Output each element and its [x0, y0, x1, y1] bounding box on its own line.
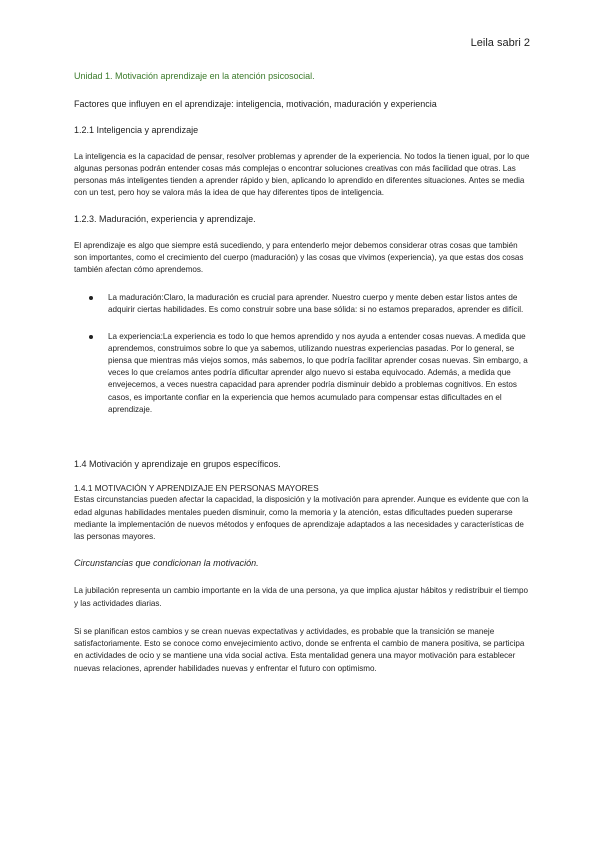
- section-121-heading: 1.2.1 Inteligencia y aprendizaje: [74, 125, 199, 136]
- section-123-heading: 1.2.3. Maduración, experiencia y aprendizaje.: [74, 214, 256, 225]
- bullet-icon: [89, 296, 93, 300]
- list-item-text: La maduración:Claro, la maduración es crucial para aprender. Nuestro cuerpo y mente deben estar listos antes de adquirir ciertas habilidades. Es como construir sobre una base sólida: si no estamos preparados, aprender es difícil.: [108, 293, 524, 315]
- section-121-paragraph: La inteligencia es la capacidad de pensar, resolver problemas y aprender de la experiencia. No todos la tienen igual, por lo que algunas personas podrán entender cosas más complejas o encontrar soluciones creativas con más facilidad que otras. Las personas más inteligentes tienden a aprender rápido y bien, aplicando lo aprendido en diferentes situaciones. Antes se media con un test, pero hoy se valora más la idea de que hay diferentes tipos de inteligencia.: [74, 151, 530, 198]
- maturation-experience-list: [74, 292, 530, 416]
- list-item: [74, 331, 530, 416]
- list-item-text: La experiencia:La experiencia es todo lo que hemos aprendido y nos ayuda a entender cosas nuevas. A medida que aprendemos, construimos sobre lo que ya sabemos, utilizando nuestras experiencias pasadas. Por lo general, se piensa que mientras más viejos somos, más sabemos, lo que podría facilitar aprender cosas nuevas. Sin embargo, a veces lo que creíamos antes podría dificultar aprender algo nuevo si estaba equivocado. Además, a medida que envejecemos, a veces nuestra capacidad para aprender podría disminuir debido a problemas cognitivos. En estos casos, es importante confiar en la experiencia que hemos acumulado para compensar estas dificultades en el aprendizaje.: [108, 331, 528, 414]
- document-body: [74, 70, 530, 686]
- section-14-heading: 1.4 Motivación y aprendizaje en grupos específicos.: [74, 459, 281, 470]
- section-123-paragraph: El aprendizaje es algo que siempre está sucediendo, y para entenderlo mejor debemos considerar otras cosas que también son importantes, como el crecimiento del cuerpo (maduración) y las cosas que vivimos (experiencia), ya que estas dos cosas también afectan cómo aprendemos.: [74, 240, 524, 275]
- retirement-paragraph: La jubilación representa un cambio importante en la vida de una persona, ya que implica ajustar hábitos y redistribuir el tiempo y las actividades diarias.: [74, 586, 528, 608]
- bullet-icon: [89, 335, 93, 339]
- section-141-paragraph: Estas circunstancias pueden afectar la capacidad, la disposición y la motivación para aprender. Aunque es evidente que con la edad algunas habilidades mentales pueden disminuir, como la memoria y la atención, estas dificultades pueden superarse mediante la implementación de nuevos métodos y enfoques de aprendizaje adaptados a las necesidades y características de las personas mayores.: [74, 495, 529, 542]
- active-aging-paragraph: Si se planifican estos cambios y se crean nuevas expectativas y actividades, es probable que la transición se maneje satisfactoriamente. Esto se conoce como envejecimiento activo, donde se enfrenta el cambio de manera positiva, se participa en actividades de ocio y se mantiene una vida social activa. Esta mentalidad genera una mayor motivación para establecer nuevas relaciones, aprender habilidades nuevas y enfrentar el futuro con optimismo.: [74, 626, 525, 673]
- unit-title: Unidad 1. Motivación aprendizaje en la atención psicosocial.: [74, 71, 315, 81]
- page-header-author: Leila sabri 2: [470, 37, 530, 49]
- list-item: [74, 292, 530, 316]
- circumstances-heading: Circunstancias que condicionan la motivación.: [74, 558, 259, 569]
- factors-heading: Factores que influyen en el aprendizaje: inteligencia, motivación, maduración y experiencia: [74, 99, 437, 110]
- section-141-heading: 1.4.1 MOTIVACIÓN Y APRENDIZAJE EN PERSONAS MAYORES: [74, 483, 319, 494]
